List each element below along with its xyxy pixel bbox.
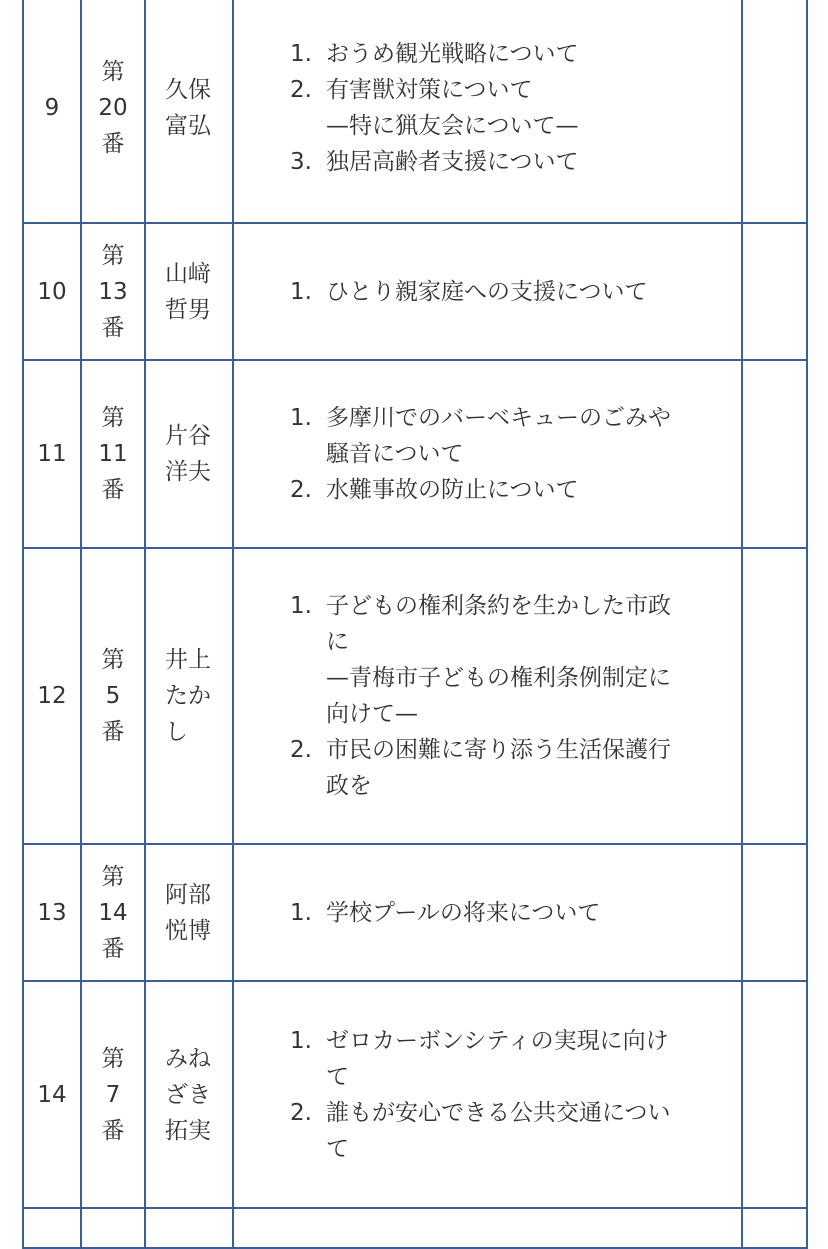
empty-cell: [742, 0, 807, 223]
topic-text: ゼロカーボンシティの実現に向け: [326, 1027, 669, 1054]
topic-text: おうめ観光戦略について: [326, 41, 579, 67]
topic-number: 1.: [290, 41, 312, 67]
seat-text: 番: [101, 935, 125, 962]
empty-cell: [23, 1208, 81, 1248]
topic-item: [290, 72, 723, 144]
topic-item: [290, 400, 723, 472]
table-row: [23, 981, 807, 1208]
seat-text: 第: [101, 59, 125, 85]
member-name-cell: [145, 981, 233, 1208]
empty-cell: [742, 360, 807, 548]
member-name-text: 哲男: [165, 296, 211, 323]
topic-item: [290, 36, 723, 72]
seat-text: 番: [101, 719, 125, 745]
seat-text: 20: [98, 95, 128, 121]
topic-list: [290, 1023, 723, 1167]
topic-number: 2.: [290, 77, 312, 103]
member-name-text: 片谷: [165, 423, 211, 449]
topic-item: [290, 1023, 723, 1095]
order-number-cell: 11: [23, 360, 81, 548]
topic-number: 1.: [290, 1027, 312, 1054]
member-name-text: 久保: [165, 77, 211, 103]
seat-text: 13: [98, 278, 128, 305]
seat-text: 第: [101, 405, 125, 431]
seat-number-cell: [81, 548, 145, 844]
topic-number: 1.: [290, 405, 312, 431]
topic-subtext: —特に猟友会について—: [326, 113, 579, 139]
topic-text: 子どもの権利条約を生かした市政: [326, 593, 671, 619]
topic-text: て: [326, 1135, 349, 1162]
empty-cell: [742, 844, 807, 981]
question-topics-cell: [233, 360, 742, 548]
topic-text: 市民の困難に寄り添う生活保護行: [326, 737, 671, 763]
seat-text: 第: [101, 242, 125, 269]
member-name-text: ざき: [165, 1081, 211, 1108]
table-row: [23, 1208, 807, 1248]
order-number-cell: 9: [23, 0, 81, 223]
topic-text: 有害獣対策について: [326, 77, 533, 103]
questions-table-wrapper: [22, 0, 806, 1249]
topic-text: 学校プールの将来について: [326, 899, 601, 926]
seat-text: 5: [105, 683, 121, 709]
member-name-text: 井上: [165, 647, 211, 673]
seat-text: 番: [101, 131, 125, 157]
topic-item: [290, 472, 723, 508]
seat-number-cell: [81, 981, 145, 1208]
table-row: [23, 360, 807, 548]
table-row: [23, 548, 807, 844]
member-name-text: 阿部: [165, 881, 211, 908]
member-name-text: 山﨑: [165, 260, 211, 287]
member-name-text: し: [165, 719, 188, 745]
seat-text: 第: [101, 647, 125, 673]
topic-subtext: —青梅市子どもの権利条例制定に: [326, 665, 671, 691]
order-number-cell: 13: [23, 844, 81, 981]
seat-number-cell: [81, 0, 145, 223]
topic-text: 誰もが安心できる公共交通につい: [326, 1099, 671, 1126]
seat-text: 第: [101, 1045, 125, 1072]
seat-text: 第: [101, 863, 125, 890]
topic-item: [290, 895, 723, 931]
member-name-text: たか: [165, 683, 211, 709]
topic-text: 独居高齢者支援について: [326, 149, 579, 175]
empty-cell: [233, 1208, 742, 1248]
member-name-cell: [145, 0, 233, 223]
question-topics-cell: [233, 223, 742, 360]
topic-item: [290, 274, 723, 310]
order-number-cell: 10: [23, 223, 81, 360]
topic-text: て: [326, 1063, 349, 1090]
topic-number: 1.: [290, 899, 312, 926]
member-name-cell: [145, 548, 233, 844]
empty-cell: [742, 223, 807, 360]
seat-text: 7: [105, 1081, 121, 1108]
seat-text: 番: [101, 314, 125, 341]
empty-cell: [145, 1208, 233, 1248]
member-name-text: みね: [165, 1045, 211, 1072]
topic-number: 2.: [290, 1099, 312, 1126]
member-name-cell: [145, 360, 233, 548]
question-topics-cell: [233, 981, 742, 1208]
topic-text: 騒音について: [326, 441, 464, 467]
topic-item: [290, 1095, 723, 1167]
empty-cell: [81, 1208, 145, 1248]
order-number-cell: 12: [23, 548, 81, 844]
topic-text: 政を: [326, 773, 372, 799]
question-topics-cell: [233, 844, 742, 981]
empty-cell: [742, 1208, 807, 1248]
member-name-text: 悦博: [165, 917, 211, 944]
seat-text: 番: [101, 1117, 125, 1144]
member-name-text: 富弘: [165, 113, 211, 139]
seat-text: 14: [98, 899, 128, 926]
topic-text: 水難事故の防止について: [326, 477, 579, 503]
question-topics-cell: [233, 0, 742, 223]
order-number-cell: 14: [23, 981, 81, 1208]
seat-number-cell: [81, 844, 145, 981]
topic-number: 2.: [290, 477, 312, 503]
member-name-cell: [145, 223, 233, 360]
topic-list: [290, 400, 723, 508]
seat-number-cell: [81, 223, 145, 360]
topic-item: [290, 144, 723, 180]
topic-item: [290, 588, 723, 732]
topic-item: [290, 732, 723, 804]
table-row: [23, 844, 807, 981]
topic-text: 多摩川でのバーベキューのごみや: [326, 405, 671, 431]
table-row: [23, 0, 807, 223]
question-topics-cell: [233, 548, 742, 844]
member-name-cell: [145, 844, 233, 981]
topic-number: 1.: [290, 593, 312, 619]
seat-text: 11: [98, 441, 128, 467]
member-name-text: 拓実: [165, 1117, 211, 1144]
topic-text: に: [326, 629, 349, 655]
seat-number-cell: [81, 360, 145, 548]
topic-list: [290, 274, 723, 310]
empty-cell: [742, 548, 807, 844]
topic-list: [290, 895, 723, 931]
topic-number: 3.: [290, 149, 312, 175]
member-name-text: 洋夫: [165, 459, 211, 485]
topic-list: [290, 588, 723, 804]
general-questions-table: [22, 0, 808, 1249]
topic-number: 1.: [290, 278, 312, 305]
table-row: [23, 223, 807, 360]
seat-text: 番: [101, 477, 125, 503]
topic-list: [290, 36, 723, 180]
topic-subtext: 向けて—: [326, 701, 418, 727]
empty-cell: [742, 981, 807, 1208]
topic-number: 2.: [290, 737, 312, 763]
topic-text: ひとり親家庭への支援について: [326, 278, 648, 305]
